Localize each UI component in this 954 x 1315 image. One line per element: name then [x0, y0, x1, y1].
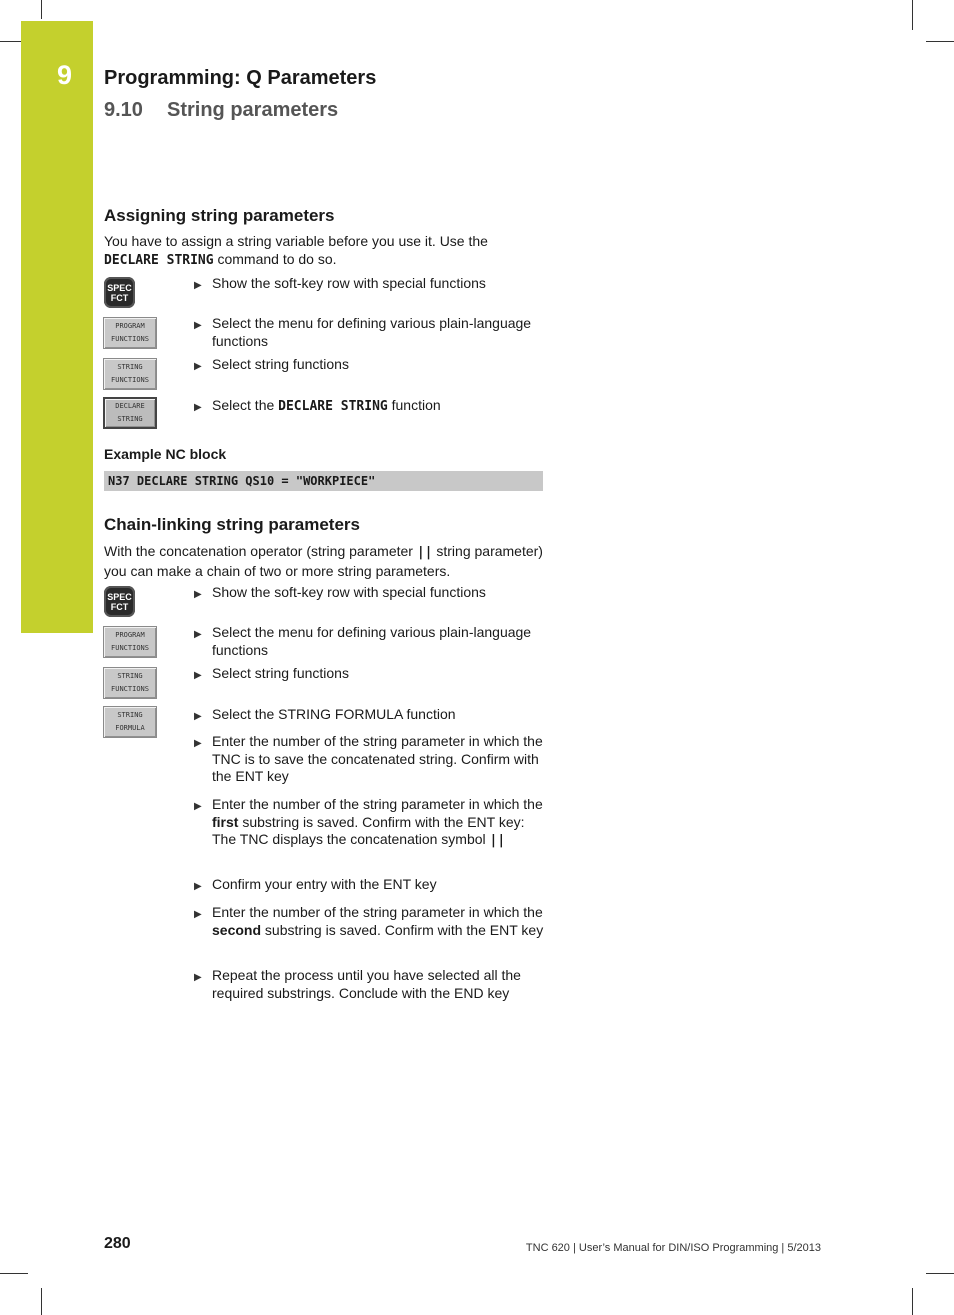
arrow-right-icon: ▶	[194, 361, 202, 372]
example-label: Example NC block	[104, 446, 227, 462]
crop-mark	[41, 1288, 42, 1315]
arrow-right-icon: ▶	[194, 629, 202, 640]
arrow-right-icon: ▶	[194, 738, 202, 749]
crop-mark	[0, 1273, 28, 1274]
softkey-string-formula[interactable]: STRING FORMULA	[103, 706, 157, 738]
chapter-tab	[21, 21, 93, 633]
page-number: 280	[104, 1235, 131, 1252]
concat-operator: ||	[489, 833, 506, 848]
section-title: String parameters	[167, 99, 339, 121]
assign-heading: Assigning string parameters	[104, 206, 335, 225]
softkey-program-functions[interactable]: PROGRAM FUNCTIONS	[103, 626, 157, 658]
assign-intro: You have to assign a string variable before you use it. Use the DECLARE STRING command to do so.	[104, 233, 488, 268]
chain-step-6: ▶ Enter the number of the string parameter in which the first substring is saved. Confirm with the ENT key: The TNC displays the concatenation symbol ||	[194, 796, 543, 848]
chapter-title: Programming: Q Parameters	[104, 67, 377, 89]
arrow-right-icon: ▶	[194, 909, 202, 920]
arrow-right-icon: ▶	[194, 320, 202, 331]
assign-step-1: ▶ Show the soft-key row with special functions	[194, 275, 544, 293]
chain-step-3: ▶ Select string functions	[194, 665, 544, 683]
chain-step-9: ▶ Repeat the process until you have selected all the required substrings. Conclude with the END key	[194, 967, 521, 1001]
chain-intro: With the concatenation operator (string parameter || string parameter) you can make a chain of two or more string parameters.	[104, 543, 543, 579]
footer-text: TNC 620 | User’s Manual for DIN/ISO Programming | 5/2013	[525, 1242, 821, 1254]
assign-step-4: ▶ Select the DECLARE STRING function	[194, 397, 544, 416]
arrow-right-icon: ▶	[194, 670, 202, 681]
softkey-declare-string[interactable]: DECLARE STRING	[103, 397, 157, 429]
spec-fct-key[interactable]: SPEC FCT	[104, 277, 135, 308]
softkey-program-functions[interactable]: PROGRAM FUNCTIONS	[103, 317, 157, 349]
crop-mark	[41, 0, 42, 19]
crop-mark	[926, 1273, 954, 1274]
arrow-right-icon: ▶	[194, 589, 202, 600]
chain-step-5: ▶ Enter the number of the string parameter in which the TNC is to save the concatenated string. Confirm with the ENT key	[194, 733, 543, 784]
assign-step-2: ▶ Select the menu for defining various plain-language functions	[194, 315, 532, 349]
chapter-number: 9	[57, 60, 73, 90]
chain-step-8: ▶ Enter the number of the string parameter in which the second substring is saved. Confirm with the ENT key	[194, 904, 544, 938]
softkey-string-functions[interactable]: STRING FUNCTIONS	[103, 667, 157, 699]
declare-string-keyword: DECLARE STRING	[104, 253, 214, 268]
softkey-string-functions[interactable]: STRING FUNCTIONS	[103, 358, 157, 390]
arrow-right-icon: ▶	[194, 711, 202, 722]
chain-step-2: ▶ Select the menu for defining various plain-language functions	[194, 624, 532, 658]
crop-mark	[926, 41, 954, 42]
arrow-right-icon: ▶	[194, 881, 202, 892]
example-code: N37 DECLARE STRING QS10 = "WORKPIECE"	[104, 471, 543, 491]
arrow-right-icon: ▶	[194, 402, 202, 413]
chain-step-7: ▶ Confirm your entry with the ENT key	[194, 876, 544, 894]
concat-operator: ||	[416, 545, 433, 560]
crop-mark	[912, 1288, 913, 1315]
spec-fct-key[interactable]: SPEC FCT	[104, 586, 135, 617]
arrow-right-icon: ▶	[194, 972, 202, 983]
crop-mark	[0, 41, 21, 42]
arrow-right-icon: ▶	[194, 801, 202, 812]
crop-mark	[912, 0, 913, 30]
chain-step-4: ▶ Select the STRING FORMULA function	[194, 706, 544, 724]
chain-step-1: ▶ Show the soft-key row with special functions	[194, 584, 544, 602]
arrow-right-icon: ▶	[194, 280, 202, 291]
section-number: 9.10	[104, 99, 143, 121]
chain-heading: Chain-linking string parameters	[104, 515, 360, 534]
assign-step-3: ▶ Select string functions	[194, 356, 544, 374]
